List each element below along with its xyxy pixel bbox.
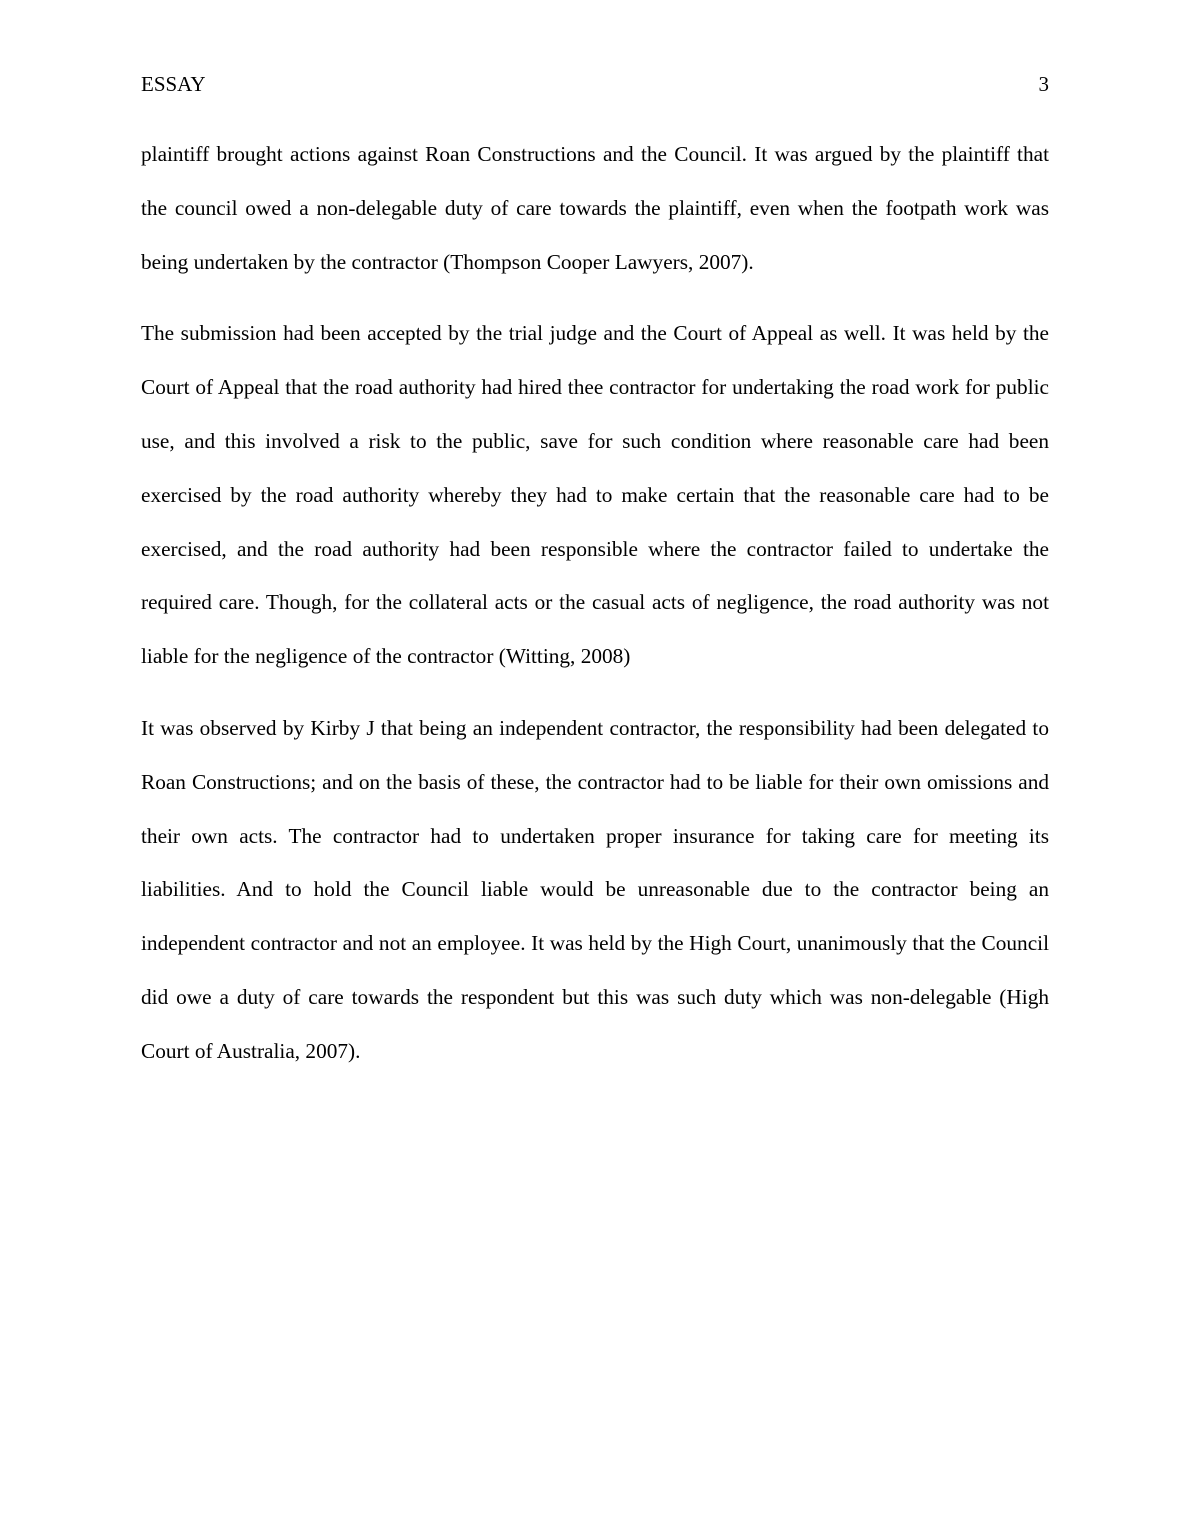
paragraph: plaintiff brought actions against Roan Constructions and the Council. It was argued by the plaintiff that the council owed a non-delegable duty of care towards the plaintiff, even when the footpath work was being undertaken by the contractor (Thompson Cooper Lawyers, 2007). [141,142,1049,274]
body-text [141,128,1049,1097]
page-number: 3 [1038,72,1049,96]
paragraph: It was observed by Kirby J that being an independent contractor, the responsibility had been delegated to Roan Constructions; and on the basis of these, the contractor had to be liable for their own omissions and their own acts. The contractor had to undertaken proper insurance for taking care for meeting its liabilities. And to hold the Council liable would be unreasonable due to the contractor being an independent contractor and not an employee. It was held by the High Court, unanimously that the Council did owe a duty of care towards the respondent but this was such duty which was non-delegable (High Court of Australia, 2007). [141,715,1049,1063]
running-head-title: ESSAY [141,72,206,96]
paragraph: The submission had been accepted by the trial judge and the Court of Appeal as well. It was held by the Court of Appeal that the road authority had hired thee contractor for undertaking the road work for public use, and this involved a risk to the public, save for such condition where reasonable care had been exercised by the road authority whereby they had to make certain that the reasonable care had to be exercised, and the road authority had been responsible where the contractor failed to undertake the required care. Though, for the collateral acts or the casual acts of negligence, the road authority was not liable for the negligence of the contractor (Witting, 2008) [141,321,1049,669]
running-head [141,70,1049,100]
